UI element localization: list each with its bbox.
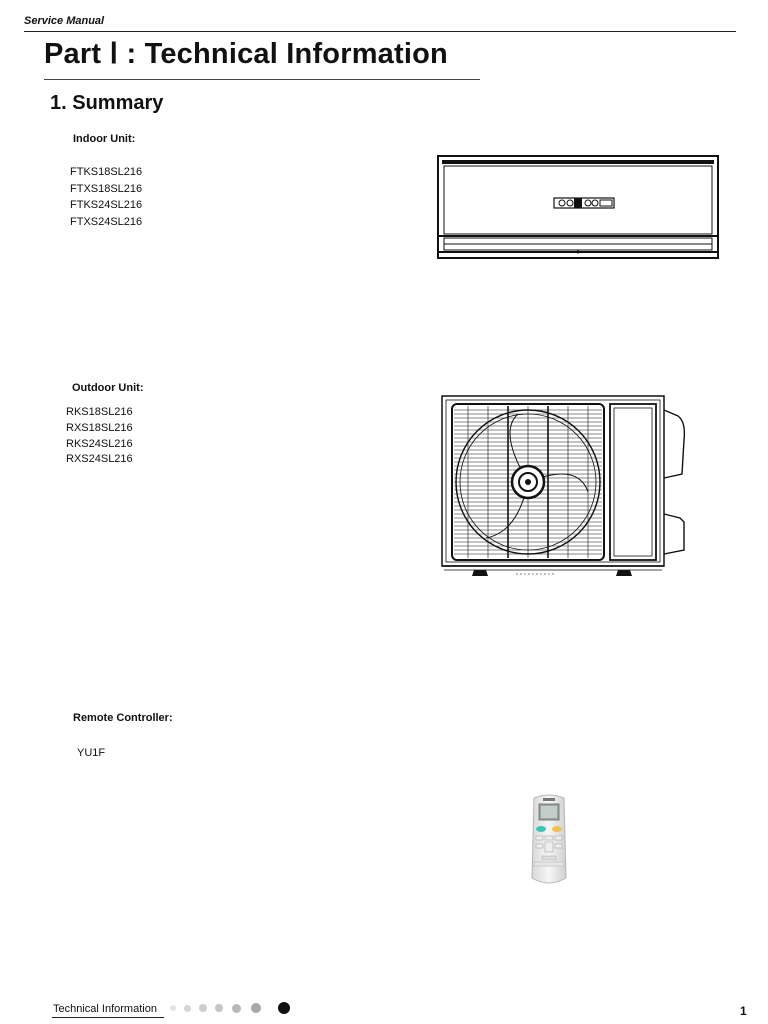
outdoor-unit-drawing: [438, 392, 690, 580]
outdoor-model: RXS24SL216: [66, 453, 133, 466]
outdoor-model: RXS18SL216: [66, 421, 133, 434]
outdoor-model: RKS24SL216: [66, 437, 133, 450]
outdoor-model-list: [66, 405, 133, 468]
progress-dot: [170, 1005, 176, 1011]
fan-hub-icon: [512, 466, 544, 498]
progress-dot: [199, 1004, 207, 1012]
progress-dot-active: [278, 1002, 290, 1014]
header-rule: [24, 31, 736, 32]
part-title: Part Ⅰ : Technical Information: [44, 38, 448, 70]
outdoor-heading: Outdoor Unit:: [72, 382, 144, 394]
indoor-model: FTXS18SL216: [70, 182, 143, 195]
remote-model-list: [77, 745, 105, 762]
indicator-panel-icon: [554, 198, 614, 208]
indoor-model: FTKS24SL216: [70, 199, 143, 211]
footer-progress-dots: [165, 1000, 295, 1018]
remote-heading: Remote Controller:: [73, 712, 173, 724]
indoor-model: FTXS24SL216: [70, 215, 143, 228]
indoor-model-list: [70, 164, 142, 230]
page-number: 1: [740, 1004, 747, 1018]
manual-label: Service Manual: [24, 15, 105, 27]
title-rule: [44, 79, 480, 80]
remote-model: YU1F: [77, 747, 106, 759]
progress-dot: [232, 1004, 241, 1013]
outdoor-model: RKS18SL216: [66, 406, 133, 418]
indoor-heading: Indoor Unit:: [73, 133, 136, 145]
progress-dot: [251, 1003, 261, 1013]
footer-section-label: Technical Information: [53, 1003, 157, 1015]
remote-controller-image: [528, 792, 570, 888]
progress-dot: [215, 1004, 223, 1012]
footer-rule: [52, 1017, 164, 1018]
section-title: 1. Summary: [50, 92, 164, 114]
progress-dot: [184, 1005, 191, 1012]
indoor-unit-drawing: [436, 154, 720, 262]
indoor-model: FTKS18SL216: [70, 166, 143, 178]
